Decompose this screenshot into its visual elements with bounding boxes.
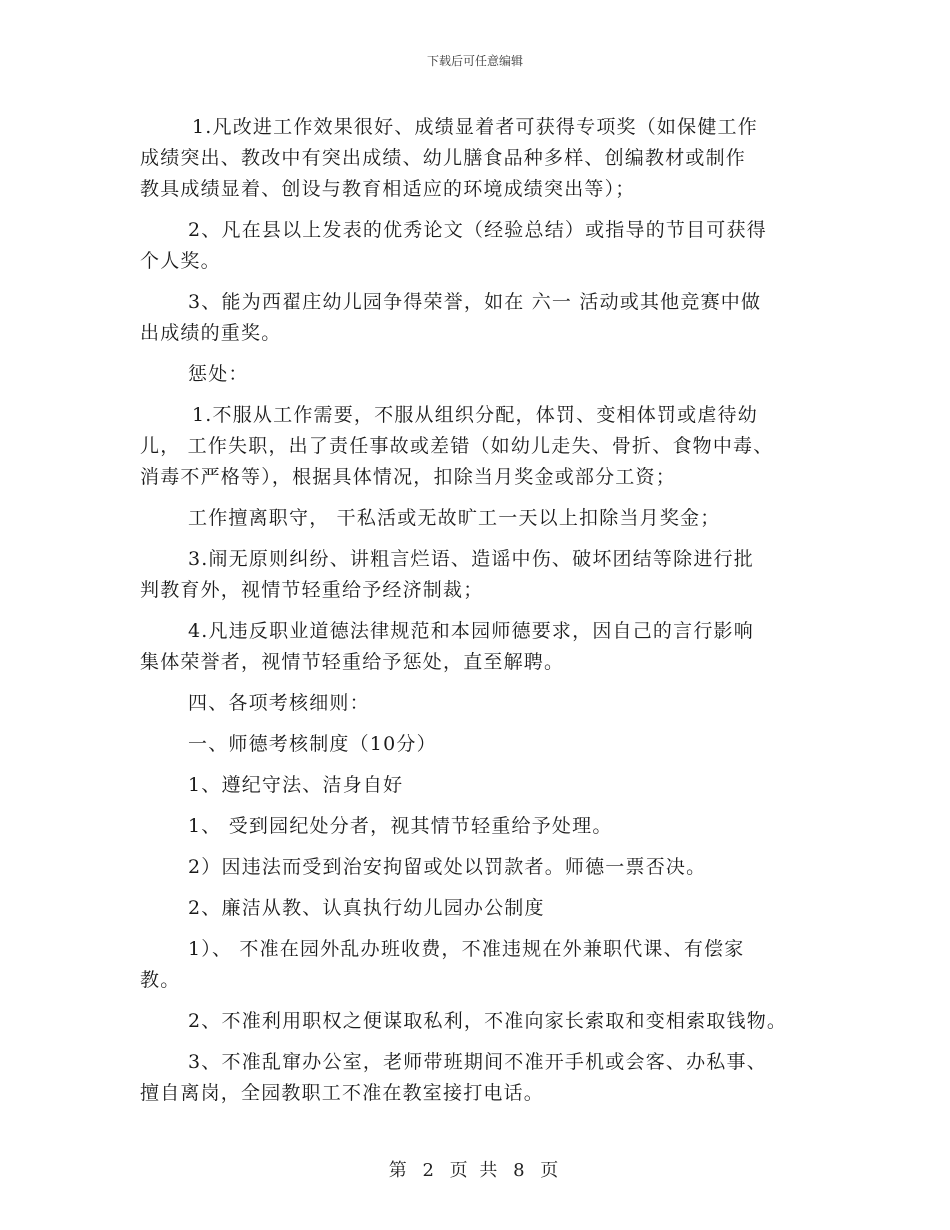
paragraph [140, 400, 815, 493]
text-line: 2）因违法而受到治安拘留或处以罚款者。师德一票否决。 [188, 856, 707, 878]
page-footer [0, 1156, 950, 1182]
text-line: 一、师德考核制度（10分） [188, 733, 437, 755]
paragraph [140, 893, 815, 924]
text-line: 判教育外，视情节轻重给予经济制裁； [140, 579, 484, 601]
text-line: 个人奖。 [140, 250, 221, 272]
page-prefix: 第 [388, 1160, 410, 1181]
paragraph [140, 852, 815, 883]
paragraph [140, 1047, 815, 1109]
text-line: 四、各项考核细则： [188, 692, 370, 714]
page-header: 下载后可任意编辑 [426, 54, 523, 68]
text-line: 惩处： [188, 363, 249, 385]
text-line: 教。 [140, 969, 181, 991]
text-line: 2、廉洁从教、认真执行幼儿园办公制度 [188, 897, 545, 919]
text-line: 1、 受到园纪处分者，视其情节轻重给予处理。 [188, 815, 613, 837]
text-line: 3.闹无原则纠纷、讲粗言烂语、造谣中伤、破坏团结等除进行批 [188, 548, 754, 570]
text-line: 儿， 工作失职，出了责任事故或差错（如幼儿走失、骨折、食物中毒、 [140, 435, 774, 457]
text-line: 集体荣誉者，视情节轻重给予惩处，直至解聘。 [140, 651, 565, 673]
text-line: 教具成绩显着、创设与教育相适应的环境成绩突出等）； [140, 178, 636, 200]
text-line: 1、遵纪守法、洁身自好 [188, 774, 404, 796]
paragraph [140, 215, 815, 277]
text-line: 2、凡在县以上发表的优秀论文（经验总结）或指导的节目可获得 [188, 219, 767, 241]
paragraph [140, 503, 815, 534]
document-body [140, 112, 815, 1109]
text-line: 4.凡违反职业道德法律规范和本园师德要求，因自己的言行影响 [188, 620, 754, 642]
text-line: 3、不准乱窜办公室，老师带班期间不准开手机或会客、办私事、 [188, 1051, 767, 1073]
text-line: 工作擅离职守， 干私活或无故旷工一天以上扣除当月奖金； [188, 507, 721, 529]
total-prefix: 共 [479, 1160, 501, 1181]
paragraph [140, 544, 815, 606]
text-line: 1.不服从工作需要，不服从组织分配，体罚、变相体罚或虐待幼 [192, 404, 758, 426]
text-line: 消毒不严格等），根据具体情况，扣除当月奖金或部分工资； [140, 466, 676, 488]
total-unit: 页 [540, 1160, 562, 1181]
paragraph [140, 112, 815, 205]
text-line: 1.凡改进工作效果很好、成绩显着者可获得专项奖（如保健工作 [192, 116, 758, 138]
paragraph [140, 359, 815, 390]
text-line: 成绩突出、教改中有突出成绩、幼儿膳食品种多样、创编教材或制作 [140, 147, 747, 169]
paragraph [140, 770, 815, 801]
text-line: 3、能为西翟庄幼儿园争得荣誉，如在 六一 活动或其他竞赛中做 [188, 291, 762, 313]
page-unit: 页 [449, 1160, 471, 1181]
paragraph [140, 934, 815, 996]
paragraph [140, 616, 815, 678]
paragraph [140, 729, 815, 760]
page-number: 2 [422, 1160, 437, 1181]
paragraph [140, 287, 815, 349]
paragraph [140, 1006, 815, 1037]
paragraph [140, 811, 815, 842]
text-line: 擅自离岗，全园教职工不准在教室接打电话。 [140, 1082, 545, 1104]
text-line: 1）、 不准在园外乱办班收费，不准违规在外兼职代课、有偿家 [188, 938, 745, 960]
text-line: 出成绩的重奖。 [140, 322, 282, 344]
total-pages: 8 [513, 1160, 528, 1181]
paragraph [140, 688, 815, 719]
text-line: 2、不准利用职权之便谋取私利，不准向家长索取和变相索取钱物。 [188, 1010, 788, 1032]
